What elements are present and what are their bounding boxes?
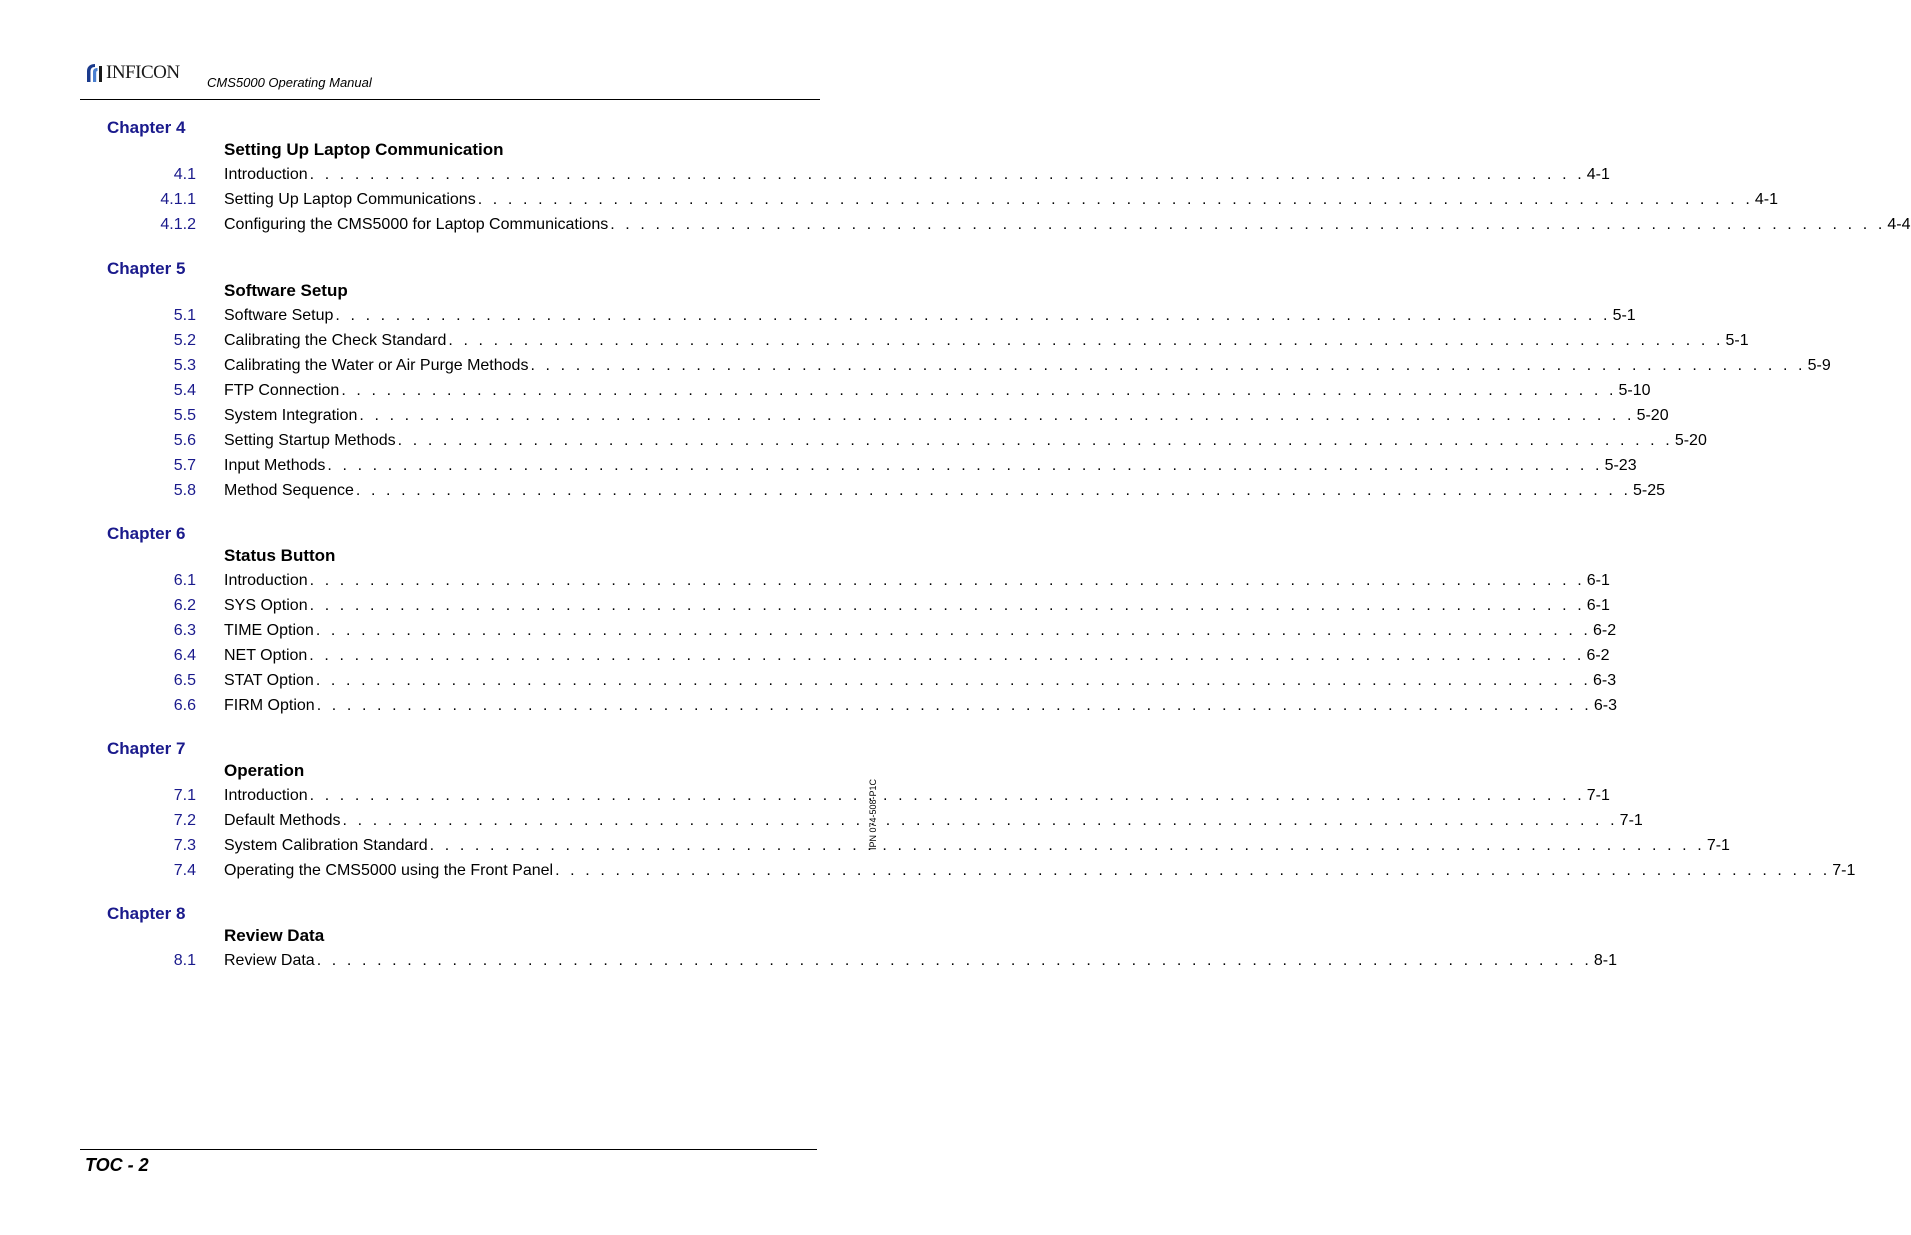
chapter-title[interactable]: Software Setup <box>224 281 348 300</box>
page-number: 4-1 <box>1586 166 1610 183</box>
page-number: 6-3 <box>1592 672 1617 689</box>
chapter-title[interactable]: Setting Up Laptop Communication <box>224 140 504 159</box>
toc-entry[interactable] <box>0 622 1617 644</box>
entry-line <box>224 382 1651 400</box>
entry-line <box>224 572 1610 590</box>
section-title: Setting Up Laptop Communications <box>224 191 476 208</box>
section-title: Default Methods <box>224 812 341 829</box>
section-number: 6.5 <box>173 672 196 689</box>
page-number: 7-1 <box>1832 862 1856 879</box>
section-title: System Calibration Standard <box>224 837 428 854</box>
page-number: 5-9 <box>1807 357 1831 374</box>
section-number: 6.3 <box>173 622 196 639</box>
entry-line <box>224 952 1617 970</box>
entry-line <box>224 457 1637 475</box>
page-number: 4-4 <box>1887 216 1911 233</box>
entry-line <box>224 812 1643 830</box>
section-number: 5.5 <box>173 407 196 424</box>
inficon-logo <box>83 62 180 84</box>
chapter-label[interactable]: Chapter 4 <box>107 118 186 137</box>
chapter-label[interactable]: Chapter 7 <box>107 739 186 758</box>
manual-title: CMS5000 Operating Manual <box>207 75 372 90</box>
section-number: 5.7 <box>173 457 196 474</box>
entry-line <box>224 647 1610 665</box>
toc-entry[interactable] <box>0 787 1610 809</box>
entry-line <box>224 216 1911 234</box>
page-number: 5-20 <box>1636 407 1669 424</box>
section-title: Introduction <box>224 166 308 183</box>
section-title: Introduction <box>224 787 308 804</box>
dot-leader: . . . . . . . . . . . . . . . . . . . . . . . . . . . . . . . . . . . . . . . . . . . . . . . . . . . . . . . . . . . . . . . . . . . . . . . . . . . . . . . . . . . . . <box>316 697 1592 714</box>
page-number: 5-23 <box>1604 457 1637 474</box>
dot-leader: . . . . . . . . . . . . . . . . . . . . . . . . . . . . . . . . . . . . . . . . . . . . . . . . . . . . . . . . . . . . . . . . . . . . . . . . . . . . . . . . . . . . . <box>397 432 1673 449</box>
section-number: 5.6 <box>173 432 196 449</box>
entry-line <box>224 597 1610 615</box>
chapter-label[interactable]: Chapter 5 <box>107 259 186 278</box>
toc-entry[interactable] <box>0 572 1610 594</box>
section-title: Review Data <box>224 952 315 969</box>
page-number: 5-1 <box>1725 332 1749 349</box>
section-title: Software Setup <box>224 307 334 324</box>
dot-leader: . . . . . . . . . . . . . . . . . . . . . . . . . . . . . . . . . . . . . . . . . . . . . . . . . . . . . . . . . . . . . . . . . . . . . . . . . . . . . . . . . . . . . <box>335 307 1611 324</box>
toc-entry[interactable] <box>0 216 1911 238</box>
section-number: 4.1.1 <box>160 191 196 208</box>
section-title: TIME Option <box>224 622 314 639</box>
dot-leader: . . . . . . . . . . . . . . . . . . . . . . . . . . . . . . . . . . . . . . . . . . . . . . . . . . . . . . . . . . . . . . . . . . . . . . . . . . . . . . . . . . . . . <box>309 166 1585 183</box>
section-number: 7.4 <box>173 862 196 879</box>
section-number: 7.3 <box>173 837 196 854</box>
entry-line <box>224 837 1730 855</box>
page-number: 8-1 <box>1593 952 1617 969</box>
chapter-label[interactable]: Chapter 6 <box>107 524 186 543</box>
section-number: 5.4 <box>173 382 196 399</box>
section-number: 8.1 <box>173 952 196 969</box>
toc-entry[interactable] <box>0 382 1651 404</box>
section-number: 6.4 <box>173 647 196 664</box>
entry-line <box>224 357 1831 375</box>
section-number: 5.2 <box>173 332 196 349</box>
dot-leader: . . . . . . . . . . . . . . . . . . . . . . . . . . . . . . . . . . . . . . . . . . . . . . . . . . . . . . . . . . . . . . . . . . . . . . . . . . . . . . . . . . . . . <box>429 837 1705 854</box>
dot-leader: . . . . . . . . . . . . . . . . . . . . . . . . . . . . . . . . . . . . . . . . . . . . . . . . . . . . . . . . . . . . . . . . . . . . . . . . . . . . . . . . . . . . . <box>477 191 1753 208</box>
page-number: 7-1 <box>1706 837 1730 854</box>
page-number: 5-25 <box>1633 482 1666 499</box>
page-number: 7-1 <box>1586 787 1610 804</box>
chapter-title[interactable]: Review Data <box>224 926 325 945</box>
dot-leader: . . . . . . . . . . . . . . . . . . . . . . . . . . . . . . . . . . . . . . . . . . . . . . . . . . . . . . . . . . . . . . . . . . . . . . . . . . . . . . . . . . . . . <box>342 812 1618 829</box>
page-number: 6-2 <box>1592 622 1617 639</box>
dot-leader: . . . . . . . . . . . . . . . . . . . . . . . . . . . . . . . . . . . . . . . . . . . . . . . . . . . . . . . . . . . . . . . . . . . . . . . . . . . . . . . . . . . . . <box>355 482 1632 499</box>
footer-divider <box>80 1149 817 1150</box>
dot-leader: . . . . . . . . . . . . . . . . . . . . . . . . . . . . . . . . . . . . . . . . . . . . . . . . . . . . . . . . . . . . . . . . . . . . . . . . . . . . . . . . . . . . . <box>530 357 1806 374</box>
section-number: 4.1 <box>173 166 196 183</box>
toc-entry[interactable] <box>0 837 1730 859</box>
document-ipn: IPN 074-508-P1C <box>868 778 878 850</box>
section-title: STAT Option <box>224 672 314 689</box>
entry-line <box>224 332 1749 350</box>
section-number: 6.1 <box>173 572 196 589</box>
section-title: Setting Startup Methods <box>224 432 396 449</box>
page-header <box>80 58 820 100</box>
section-title: NET Option <box>224 647 308 664</box>
toc-entry[interactable] <box>0 672 1617 694</box>
entry-line <box>224 407 1669 425</box>
entry-line <box>224 191 1778 209</box>
dot-leader: . . . . . . . . . . . . . . . . . . . . . . . . . . . . . . . . . . . . . . . . . . . . . . . . . . . . . . . . . . . . . . . . . . . . . . . . . . . . . . . . . . . . . <box>309 572 1585 589</box>
page-number: 7-1 <box>1619 812 1643 829</box>
section-title: System Integration <box>224 407 358 424</box>
toc-entry[interactable] <box>0 332 1749 354</box>
section-title: Calibrating the Water or Air Purge Methods <box>224 357 529 374</box>
section-title: Input Methods <box>224 457 326 474</box>
section-title: FIRM Option <box>224 697 315 714</box>
chapter-label[interactable]: Chapter 8 <box>107 904 186 923</box>
page-number: 4-1 <box>1754 191 1778 208</box>
entry-line <box>224 672 1617 690</box>
section-title: SYS Option <box>224 597 308 614</box>
section-number: 7.2 <box>173 812 196 829</box>
toc-entry[interactable] <box>0 166 1610 188</box>
page-number: 6-2 <box>1586 647 1610 664</box>
toc-entry[interactable] <box>0 952 1617 974</box>
section-number: 5.1 <box>173 307 196 324</box>
dot-leader: . . . . . . . . . . . . . . . . . . . . . . . . . . . . . . . . . . . . . . . . . . . . . . . . . . . . . . . . . . . . . . . . . . . . . . . . . . . . . . . . . . . . . <box>610 216 1886 233</box>
toc-entry[interactable] <box>0 812 1643 834</box>
dot-leader: . . . . . . . . . . . . . . . . . . . . . . . . . . . . . . . . . . . . . . . . . . . . . . . . . . . . . . . . . . . . . . . . . . . . . . . . . . . . . . . . . . . . . <box>327 457 1603 474</box>
section-number: 6.6 <box>173 697 196 714</box>
section-number: 5.3 <box>173 357 196 374</box>
page-number: 6-3 <box>1593 697 1617 714</box>
dot-leader: . . . . . . . . . . . . . . . . . . . . . . . . . . . . . . . . . . . . . . . . . . . . . . . . . . . . . . . . . . . . . . . . . . . . . . . . . . . . . . . . . . . . . <box>309 597 1585 614</box>
entry-line <box>224 482 1666 500</box>
toc-entry[interactable] <box>0 407 1669 429</box>
section-title: Configuring the CMS5000 for Laptop Communications <box>224 216 609 233</box>
toc-entry[interactable] <box>0 697 1617 719</box>
logo-text: INFICON <box>106 62 180 83</box>
toc-entry[interactable] <box>0 357 1831 379</box>
dot-leader: . . . . . . . . . . . . . . . . . . . . . . . . . . . . . . . . . . . . . . . . . . . . . . . . . . . . . . . . . . . . . . . . . . . . . . . . . . . . . . . . . . . . . <box>359 407 1635 424</box>
dot-leader: . . . . . . . . . . . . . . . . . . . . . . . . . . . . . . . . . . . . . . . . . . . . . . . . . . . . . . . . . . . . . . . . . . . . . . . . . . . . . . . . . . . . . <box>316 952 1592 969</box>
chapter-title[interactable]: Operation <box>224 761 305 780</box>
toc-entry[interactable] <box>0 191 1778 213</box>
dot-leader: . . . . . . . . . . . . . . . . . . . . . . . . . . . . . . . . . . . . . . . . . . . . . . . . . . . . . . . . . . . . . . . . . . . . . . . . . . . . . . . . . . . . . <box>341 382 1617 399</box>
entry-line <box>224 432 1707 450</box>
toc-entry[interactable] <box>0 597 1610 619</box>
dot-leader: . . . . . . . . . . . . . . . . . . . . . . . . . . . . . . . . . . . . . . . . . . . . . . . . . . . . . . . . . . . . . . . . . . . . . . . . . . . . . . . . . . . . . <box>448 332 1724 349</box>
toc-entry[interactable] <box>0 862 1856 884</box>
section-number: 5.8 <box>173 482 196 499</box>
entry-line <box>224 307 1636 325</box>
section-title: Method Sequence <box>224 482 354 499</box>
chapter-title[interactable]: Status Button <box>224 546 336 565</box>
dot-leader: . . . . . . . . . . . . . . . . . . . . . . . . . . . . . . . . . . . . . . . . . . . . . . . . . . . . . . . . . . . . . . . . . . . . . . . . . . . . . . . . . . . . . <box>309 787 1585 804</box>
dot-leader: . . . . . . . . . . . . . . . . . . . . . . . . . . . . . . . . . . . . . . . . . . . . . . . . . . . . . . . . . . . . . . . . . . . . . . . . . . . . . . . . . . . . . <box>309 647 1585 664</box>
toc-entry[interactable] <box>0 307 1636 329</box>
page-number: 6-1 <box>1586 597 1610 614</box>
dot-leader: . . . . . . . . . . . . . . . . . . . . . . . . . . . . . . . . . . . . . . . . . . . . . . . . . . . . . . . . . . . . . . . . . . . . . . . . . . . . . . . . . . . . . <box>315 672 1591 689</box>
entry-line <box>224 862 1856 880</box>
section-number: 6.2 <box>173 597 196 614</box>
page-number: 5-20 <box>1674 432 1707 449</box>
section-title: Operating the CMS5000 using the Front Panel <box>224 862 554 879</box>
section-title: Calibrating the Check Standard <box>224 332 447 349</box>
page-number: 5-10 <box>1618 382 1651 399</box>
dot-leader: . . . . . . . . . . . . . . . . . . . . . . . . . . . . . . . . . . . . . . . . . . . . . . . . . . . . . . . . . . . . . . . . . . . . . . . . . . . . . . . . . . . . . <box>315 622 1591 639</box>
inficon-logo-icon <box>83 62 105 84</box>
entry-line <box>224 622 1617 640</box>
page-number: 5-1 <box>1612 307 1636 324</box>
page-number-label: TOC - 2 <box>85 1155 149 1175</box>
dot-leader: . . . . . . . . . . . . . . . . . . . . . . . . . . . . . . . . . . . . . . . . . . . . . . . . . . . . . . . . . . . . . . . . . . . . . . . . . . . . . . . . . . . . . <box>555 862 1831 879</box>
section-title: FTP Connection <box>224 382 340 399</box>
header-divider <box>80 99 820 100</box>
entry-line <box>224 697 1617 715</box>
entry-line <box>224 787 1610 805</box>
section-number: 7.1 <box>173 787 196 804</box>
page-number: 6-1 <box>1586 572 1610 589</box>
section-title: Introduction <box>224 572 308 589</box>
toc-entry[interactable] <box>0 457 1637 479</box>
toc-entry[interactable] <box>0 482 1666 504</box>
section-number: 4.1.2 <box>160 216 196 233</box>
entry-line <box>224 166 1610 184</box>
toc-entry[interactable] <box>0 432 1707 454</box>
toc-entry[interactable] <box>0 647 1610 669</box>
